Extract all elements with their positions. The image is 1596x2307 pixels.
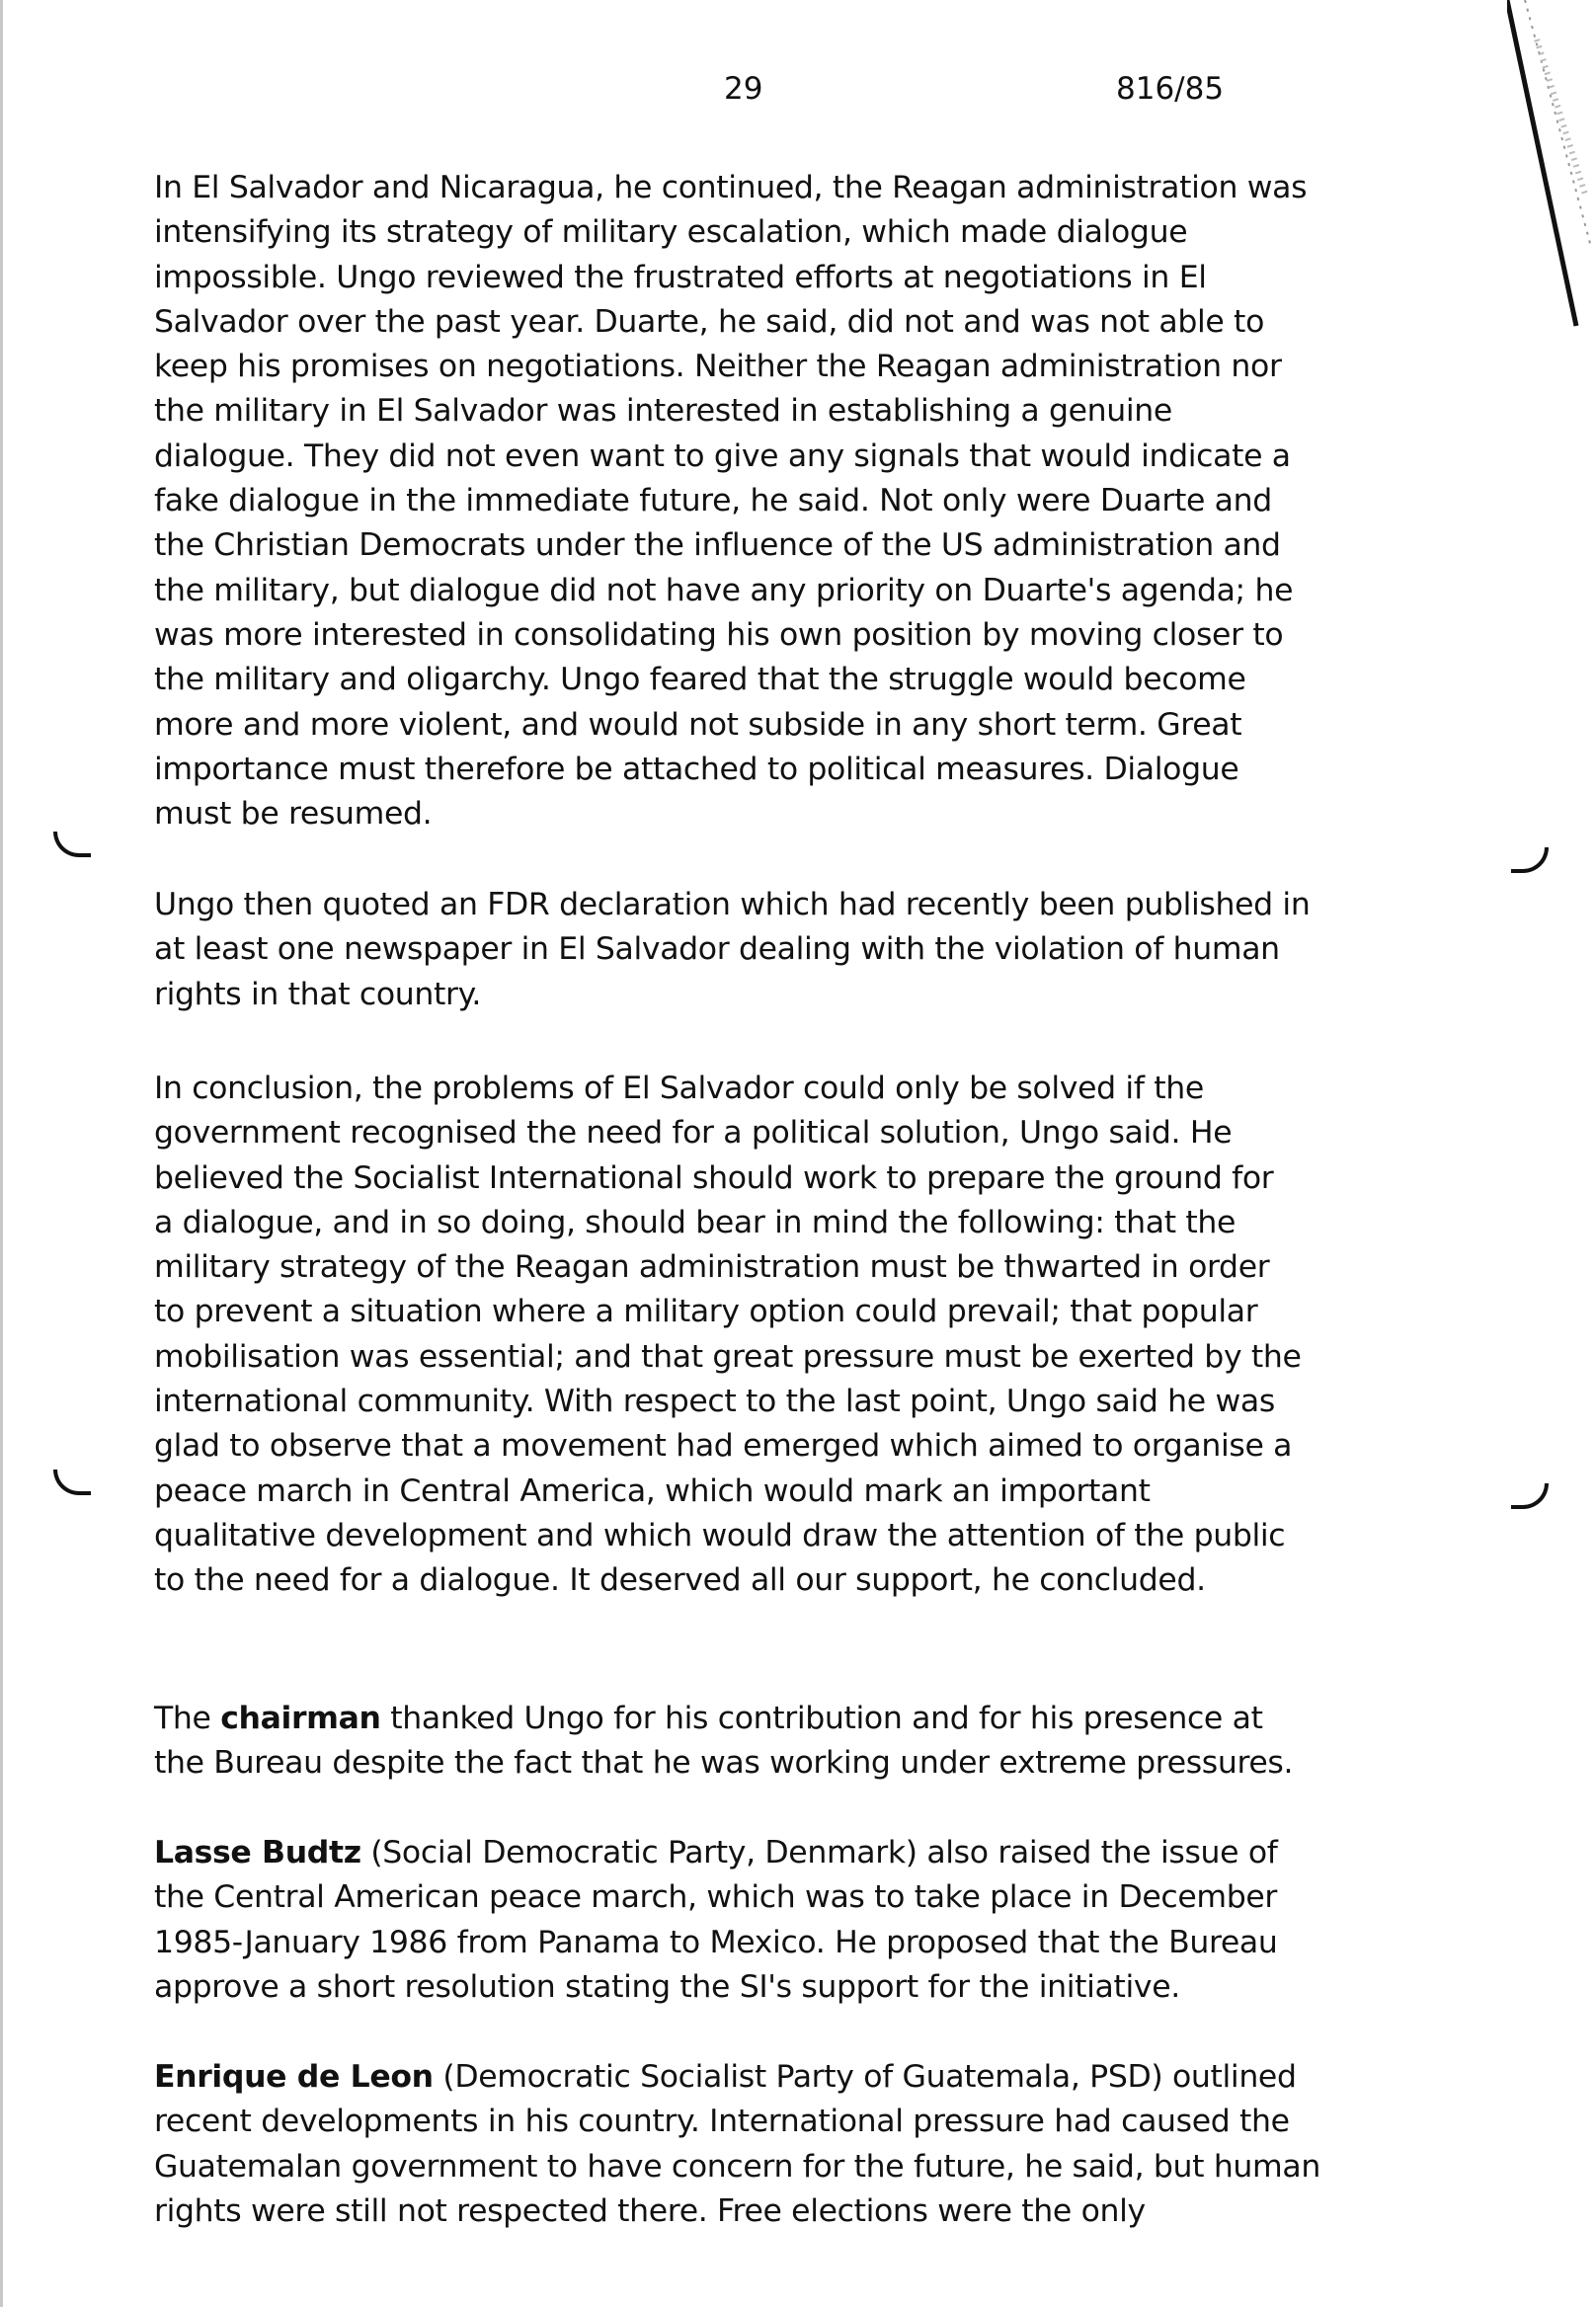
lead-text: The: [154, 1701, 221, 1736]
speaker-name: Lasse Budtz: [154, 1835, 361, 1870]
paragraph-body: thanked Ungo for his contribution and for his presence at the Bureau despite the fact that he was working under extreme pressures.: [154, 1701, 1294, 1782]
page-number: 29: [724, 71, 763, 107]
scan-mark-right-2: [1511, 1483, 1549, 1509]
paragraph-fdr-declaration: Ungo then quoted an FDR declaration which had recently been published in at least one newspaper in El Salvador dealing with the violation of human rights in that country.: [154, 887, 1311, 1012]
page-header: [0, 71, 1596, 120]
document-reference: 816/85: [1116, 71, 1225, 107]
scan-edge-artifact: [1507, 0, 1596, 356]
paragraph-lasse-budtz: [154, 1831, 1339, 2010]
scan-left-edge: [0, 0, 3, 2307]
paragraph-body: (Social Democratic Party, Denmark) also raised the issue of the Central American peace march, which was to take place in December 1985-January 1986 from Panama to Mexico. He proposed that the Bureau approve a short resolution stating the SI's support for the initiative.: [154, 1835, 1278, 2005]
paragraph-conclusion: In conclusion, the problems of El Salvador could only be solved if the government recognised the need for a political solution, Ungo said. He believed the Socialist International should work to prepare the ground for a dialogue, and in so doing, should bear in mind the following: that the military strategy of the Reagan administration must be thwarted in order to prevent a situation where a military option could prevail; that popular mobilisation was essential; and that great pressure must be exerted by the international community. With respect to the last point, Ungo said he was glad to observe that a movement had emerged which aimed to organise a peace march in Central America, which would mark an important qualitative development and which would draw the attention of the public to the need for a dialogue. It deserved all our support, he concluded.: [154, 1071, 1302, 1599]
paragraph-body: (Democratic Socialist Party of Guatemala, PSD) outlined recent developments in his country. International pressure had caused the Guatemalan government to have concern for the future, he said, but human rights were still not respected there. Free elections were the only: [154, 2059, 1320, 2229]
scan-mark-right-1: [1511, 847, 1549, 873]
scan-mark-left-1: [53, 832, 91, 857]
paragraph-enrique-de-leon: [154, 2055, 1339, 2234]
paragraph-el-salvador-nicaragua: In El Salvador and Nicaragua, he continued, the Reagan administration was intensifying its strategy of military escalation, which made dialogue impossible. Ungo reviewed the frustrated efforts at negotiations in El Salvador over the past year. Duarte, he said, did not and was not able to keep his promises on negotiations. Neither the Reagan administration nor the military in El Salvador was interested in establishing a genuine dialogue. They did not even want to give any signals that would indicate a fake dialogue in the immediate future, he said. Not only were Duarte and the Christian Democrats under the influence of the US administration and the military, but dialogue did not have any priority on Duarte's agenda; he was more interested in consolidating his own position by moving closer to the military and oligarchy. Ungo feared that the struggle would become more and more violent, and would not subside in any short term. Great importance must therefore be attached to political measures. Dialogue must be resumed.: [154, 170, 1308, 833]
paragraph-chairman: [154, 1697, 1339, 1787]
speaker-name: Enrique de Leon: [154, 2059, 434, 2095]
scan-mark-left-2: [53, 1470, 91, 1495]
speaker-name: chairman: [220, 1701, 381, 1736]
